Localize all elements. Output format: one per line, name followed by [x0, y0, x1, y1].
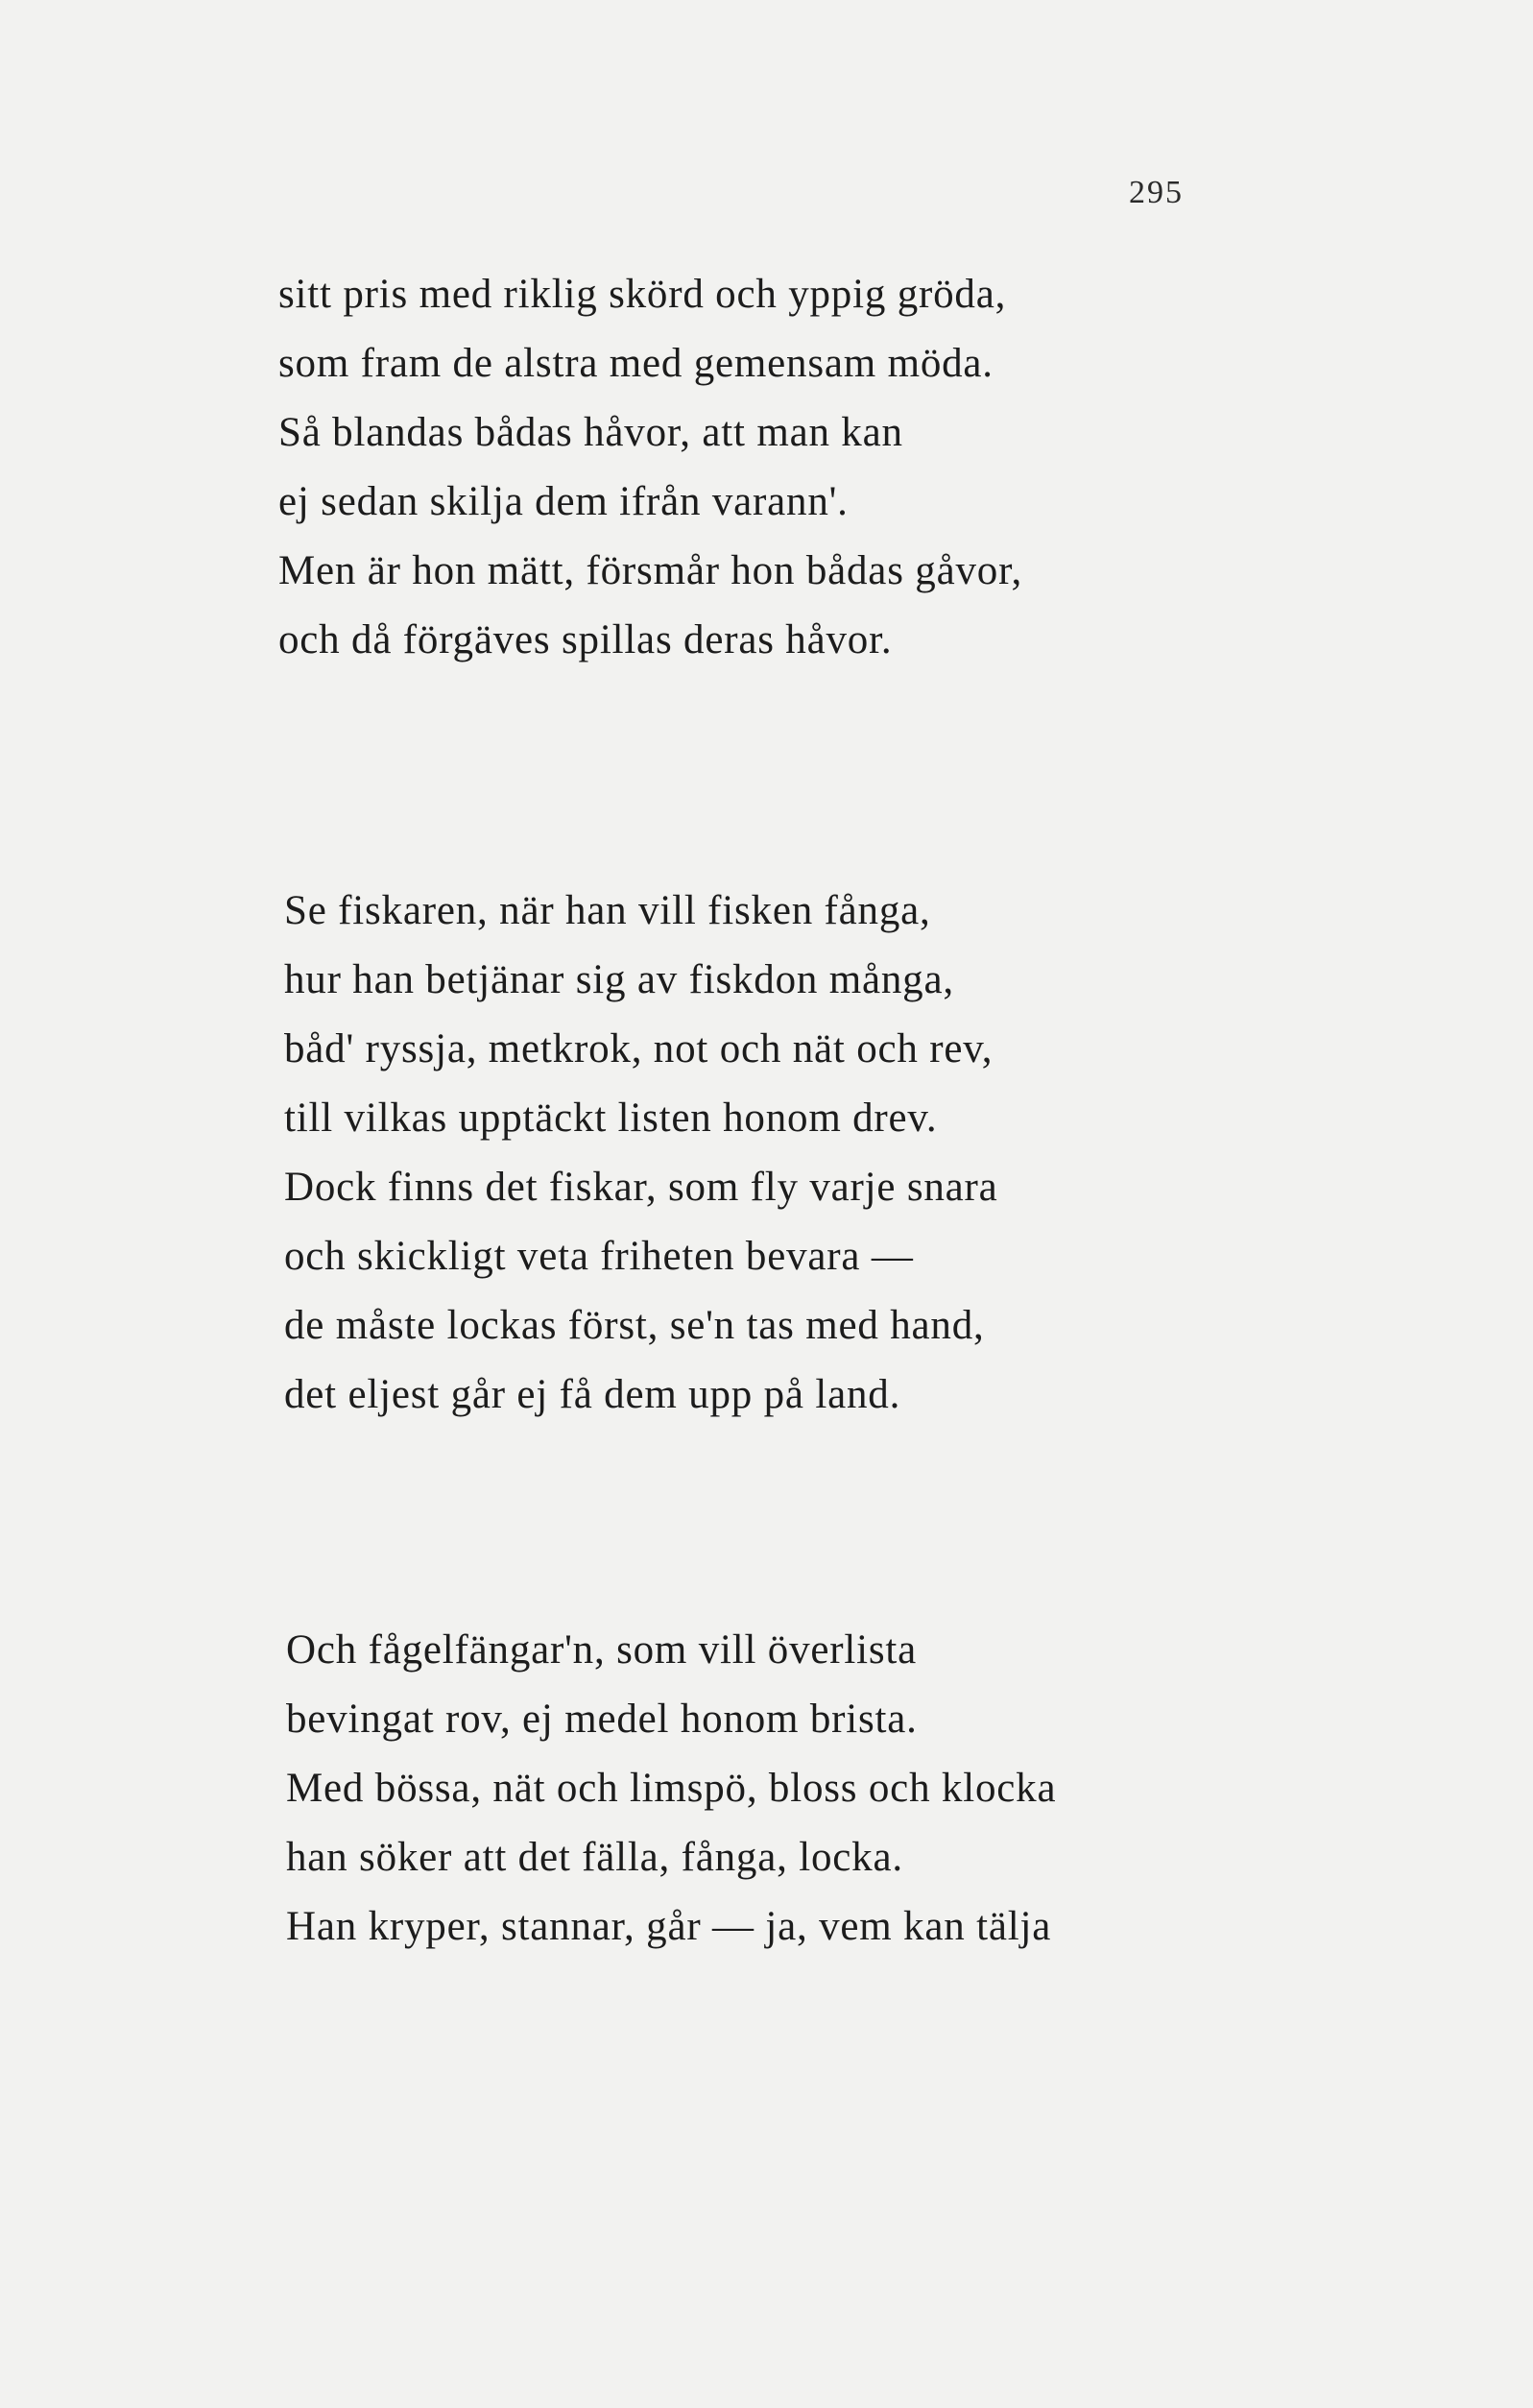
verse-line: som fram de alstra med gemensam möda.: [278, 341, 994, 386]
verse-line: till vilkas upptäckt listen honom drev.: [284, 1096, 938, 1141]
verse-line: ej sedan skilja dem ifrån varann'.: [278, 479, 849, 524]
stanza: [284, 877, 998, 1430]
stanza: [278, 260, 1022, 675]
verse-line: Men är hon mätt, försmår hon bådas gåvor,: [278, 548, 1023, 593]
verse-line: båd' ryssja, metkrok, not och nät och rev,: [284, 1026, 994, 1072]
verse-line: Med bössa, nät och limspö, bloss och klocka: [286, 1766, 1057, 1811]
verse-line: sitt pris med riklig skörd och yppig gröda,: [278, 272, 1007, 317]
verse-line: hur han betjänar sig av fiskdon många,: [284, 957, 954, 1002]
page-number: 295: [1129, 175, 1184, 210]
stanza: [286, 1616, 1056, 1962]
verse-line: han söker att det fälla, fånga, locka.: [286, 1835, 903, 1880]
verse-line: Han kryper, stannar, går — ja, vem kan tälja: [286, 1904, 1052, 1949]
verse-line: Se fiskaren, när han vill fisken fånga,: [284, 888, 931, 933]
verse-line: det eljest går ej få dem upp på land.: [284, 1372, 901, 1417]
verse-line: och skickligt veta friheten bevara —: [284, 1234, 914, 1279]
verse-line: Och fågelfängar'n, som vill överlista: [286, 1627, 918, 1673]
verse-line: och då förgäves spillas deras håvor.: [278, 617, 893, 662]
verse-line: bevingat rov, ej medel honom brista.: [286, 1697, 918, 1742]
verse-line: de måste lockas först, se'n tas med hand,: [284, 1303, 985, 1348]
verse-line: Så blandas bådas håvor, att man kan: [278, 410, 903, 455]
verse-line: Dock finns det fiskar, som fly varje snara: [284, 1165, 998, 1210]
